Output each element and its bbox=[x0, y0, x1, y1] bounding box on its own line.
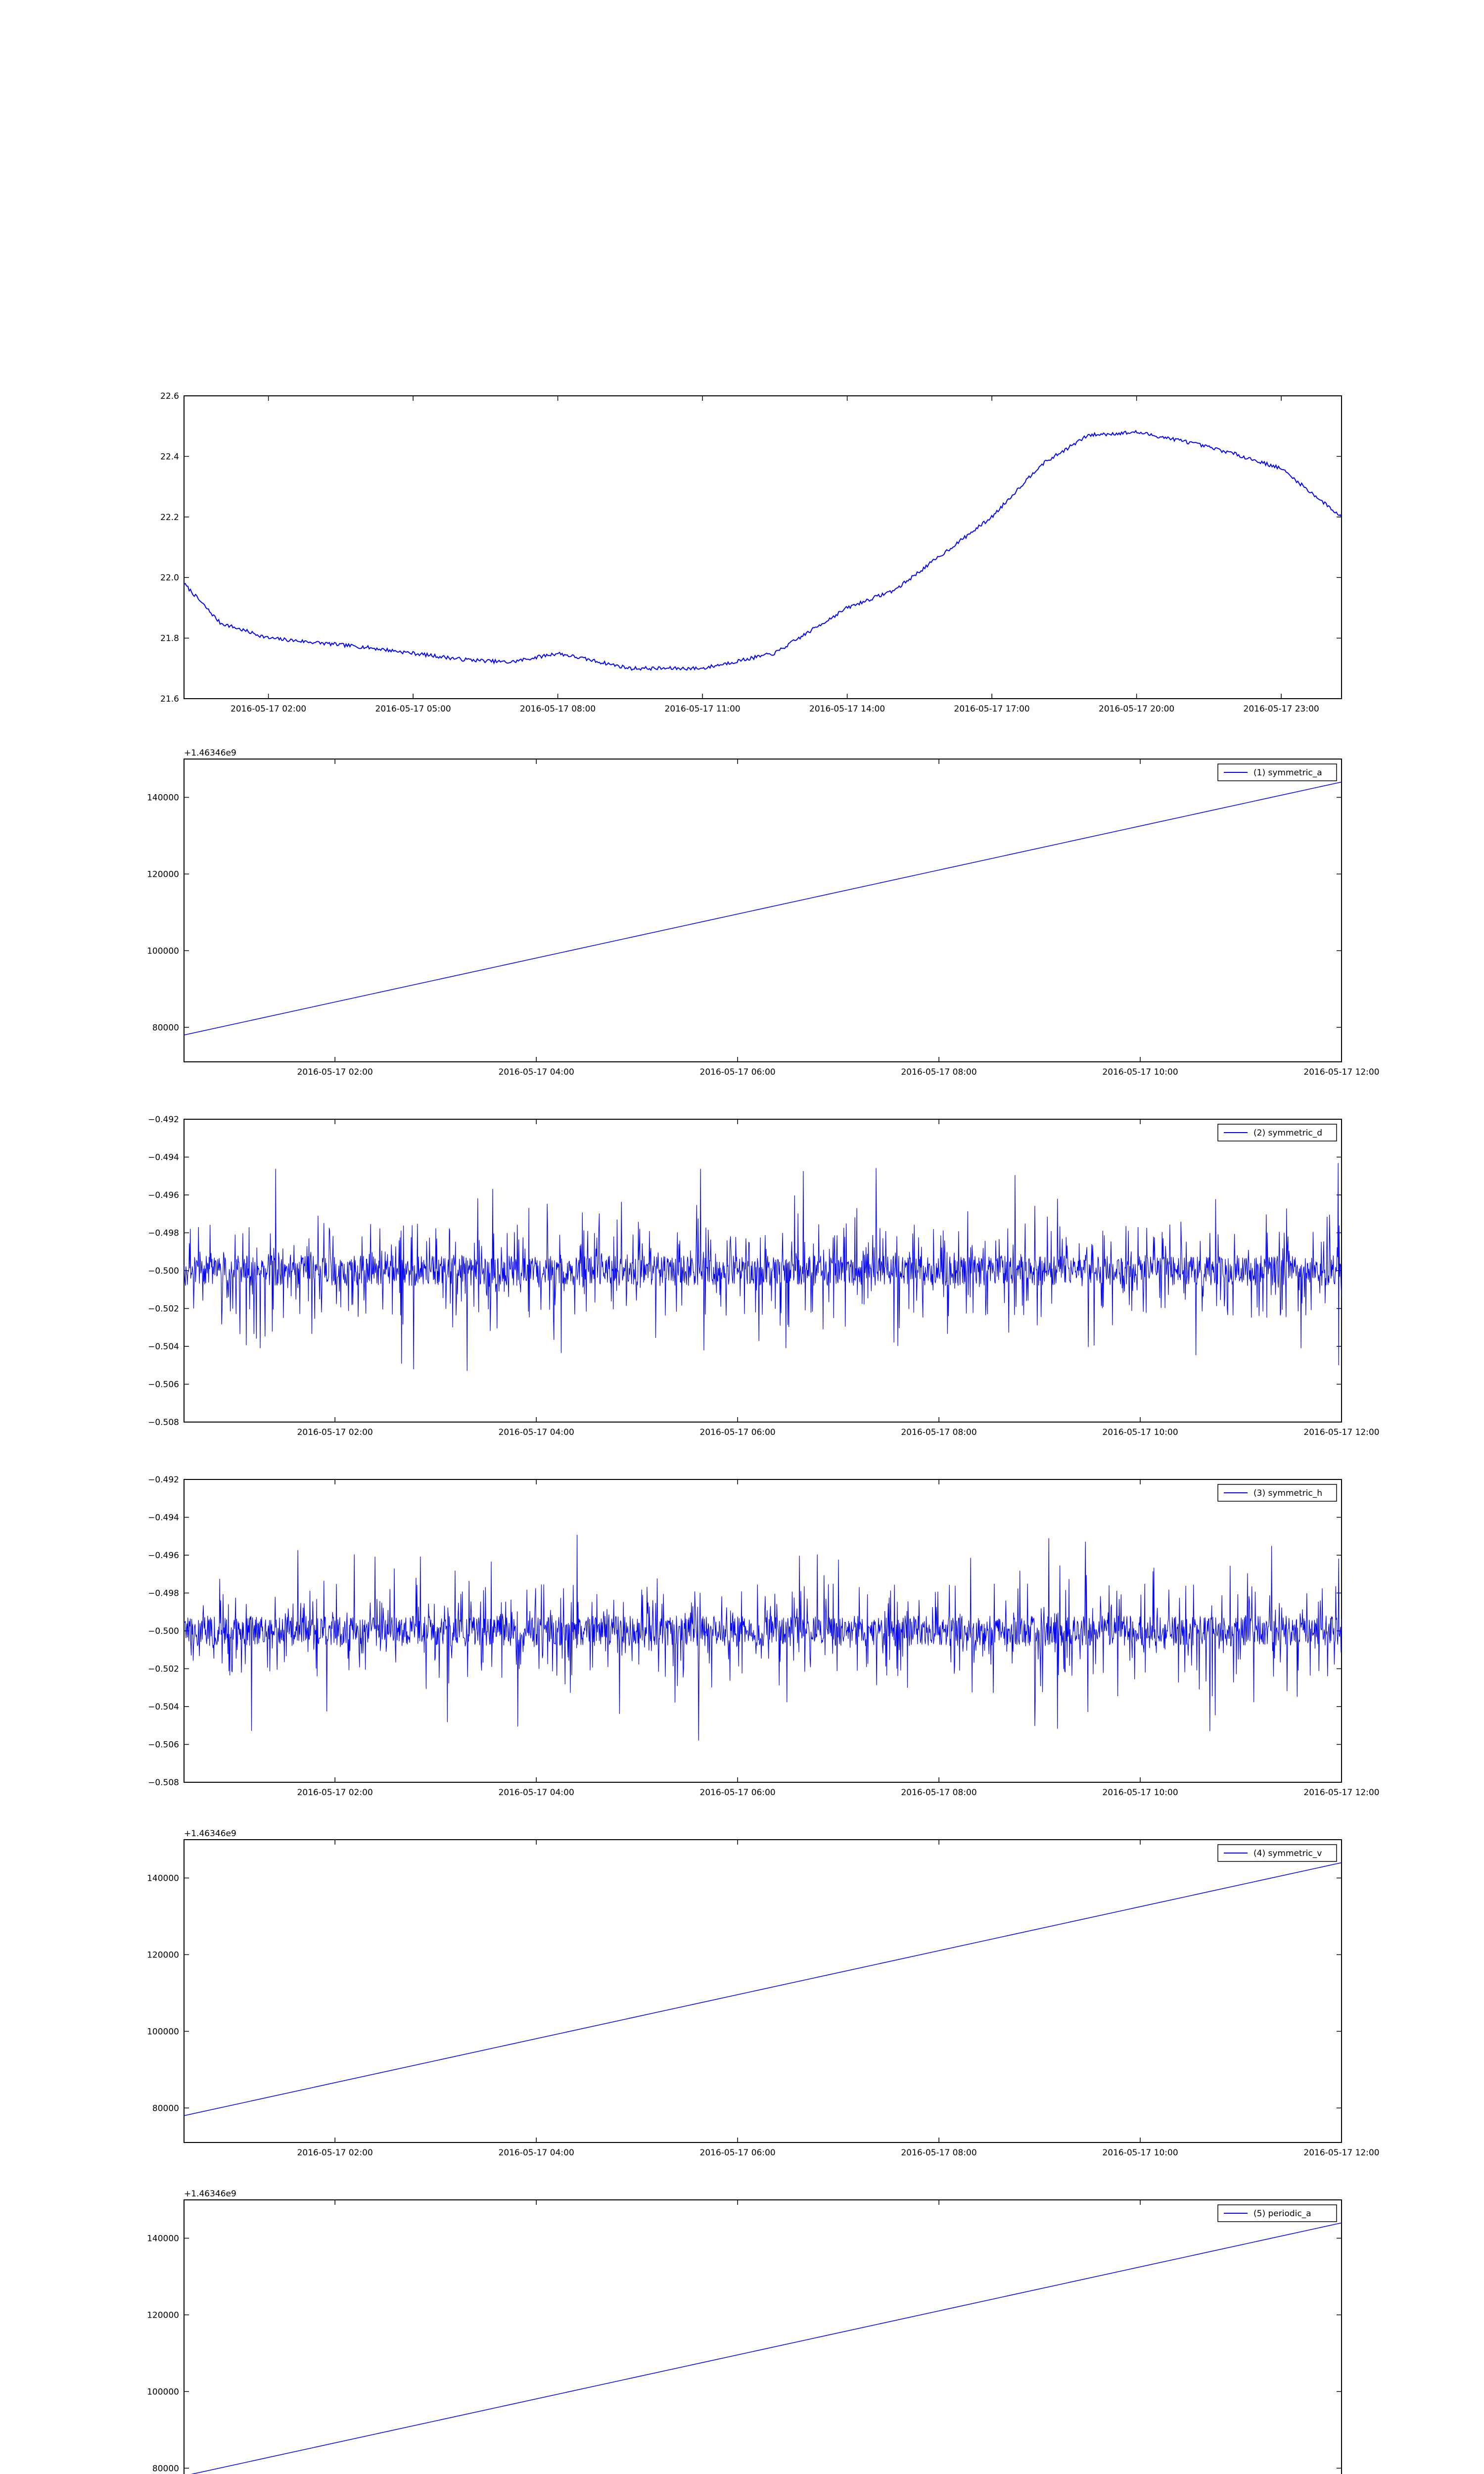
plot-frame bbox=[184, 1840, 1342, 2142]
y-tick-label: 80000 bbox=[152, 2464, 179, 2474]
y-tick-label: −0.498 bbox=[148, 1228, 179, 1238]
x-tick-label: 2016-05-17 04:00 bbox=[498, 1067, 574, 1077]
series-line bbox=[184, 1535, 1342, 1741]
x-tick-label: 2016-05-17 10:00 bbox=[1102, 1427, 1178, 1437]
x-tick-label: 2016-05-17 02:00 bbox=[297, 1788, 373, 1798]
y-tick-label: 22.2 bbox=[160, 512, 179, 523]
y-tick-label: −0.502 bbox=[148, 1304, 179, 1314]
x-tick-label: 2016-05-17 06:00 bbox=[699, 1427, 776, 1437]
y-tick-label: 140000 bbox=[147, 1873, 179, 1884]
x-tick-label: 2016-05-17 10:00 bbox=[1102, 1067, 1178, 1077]
chart-panel-4 bbox=[148, 1475, 1380, 1798]
y-tick-label: −0.498 bbox=[148, 1588, 179, 1599]
x-tick-label: 2016-05-17 12:00 bbox=[1303, 1067, 1380, 1077]
y-tick-label: −0.492 bbox=[148, 1475, 179, 1485]
x-tick-label: 2016-05-17 12:00 bbox=[1303, 2148, 1380, 2158]
y-tick-label: −0.502 bbox=[148, 1664, 179, 1674]
series-line bbox=[184, 430, 1342, 670]
x-tick-label: 2016-05-17 08:00 bbox=[520, 704, 596, 714]
series-line bbox=[184, 2223, 1342, 2474]
y-tick-label: 140000 bbox=[147, 793, 179, 803]
y-tick-label: 80000 bbox=[152, 1023, 179, 1033]
legend bbox=[1218, 1124, 1337, 1141]
x-tick-label: 2016-05-17 04:00 bbox=[498, 1427, 574, 1437]
y-tick-label: −0.508 bbox=[148, 1778, 179, 1788]
plot-frame bbox=[184, 1479, 1342, 1782]
y-tick-label: 22.6 bbox=[160, 391, 179, 401]
y-tick-label: 100000 bbox=[147, 2027, 179, 2037]
y-tick-label: −0.492 bbox=[148, 1115, 179, 1125]
x-tick-label: 2016-05-17 17:00 bbox=[954, 704, 1030, 714]
series-line bbox=[184, 1862, 1342, 2115]
y-tick-label: −0.494 bbox=[148, 1152, 179, 1163]
x-tick-label: 2016-05-17 08:00 bbox=[901, 1067, 977, 1077]
y-tick-label: 21.8 bbox=[160, 633, 179, 644]
legend bbox=[1218, 2205, 1337, 2222]
y-tick-label: 120000 bbox=[147, 869, 179, 880]
y-tick-label: −0.496 bbox=[148, 1190, 179, 1200]
x-tick-label: 2016-05-17 06:00 bbox=[699, 1788, 776, 1798]
x-tick-label: 2016-05-17 08:00 bbox=[901, 1427, 977, 1437]
y-tick-label: 120000 bbox=[147, 2310, 179, 2321]
chart-panel-3 bbox=[148, 1115, 1380, 1437]
legend bbox=[1218, 1484, 1337, 1501]
y-tick-label: 120000 bbox=[147, 1950, 179, 1960]
y-tick-label: 100000 bbox=[147, 2387, 179, 2397]
y-tick-label: −0.496 bbox=[148, 1551, 179, 1561]
y-tick-label: 22.4 bbox=[160, 452, 179, 462]
legend-label: (2) symmetric_d bbox=[1253, 1128, 1322, 1138]
x-tick-label: 2016-05-17 14:00 bbox=[809, 704, 885, 714]
y-tick-label: −0.500 bbox=[148, 1266, 179, 1276]
legend-label: (4) symmetric_v bbox=[1253, 1849, 1322, 1858]
x-tick-label: 2016-05-17 12:00 bbox=[1303, 1427, 1380, 1437]
series-line bbox=[184, 782, 1342, 1035]
x-tick-label: 2016-05-17 02:00 bbox=[297, 1067, 373, 1077]
x-tick-label: 2016-05-17 12:00 bbox=[1303, 1788, 1380, 1798]
plot-frame bbox=[184, 759, 1342, 1062]
chart-panel-5 bbox=[147, 1829, 1380, 2158]
x-tick-label: 2016-05-17 05:00 bbox=[375, 704, 451, 714]
x-tick-label: 2016-05-17 23:00 bbox=[1243, 704, 1319, 714]
y-tick-label: −0.506 bbox=[148, 1380, 179, 1390]
x-tick-label: 2016-05-17 10:00 bbox=[1102, 2148, 1178, 2158]
y-tick-label: 140000 bbox=[147, 2234, 179, 2244]
y-tick-label: −0.494 bbox=[148, 1513, 179, 1523]
axis-offset-text: +1.46346e9 bbox=[184, 748, 236, 758]
chart-panel-1 bbox=[160, 391, 1342, 714]
y-tick-label: 21.6 bbox=[160, 694, 179, 704]
x-tick-label: 2016-05-17 02:00 bbox=[297, 2148, 373, 2158]
y-tick-label: −0.504 bbox=[148, 1702, 179, 1712]
axis-offset-text: +1.46346e9 bbox=[184, 1829, 236, 1839]
legend-label: (1) symmetric_a bbox=[1253, 768, 1322, 778]
x-tick-label: 2016-05-17 08:00 bbox=[901, 1788, 977, 1798]
chart-panel-2 bbox=[147, 748, 1380, 1077]
legend bbox=[1218, 1845, 1337, 1861]
y-tick-label: −0.500 bbox=[148, 1626, 179, 1636]
y-tick-label: −0.504 bbox=[148, 1342, 179, 1352]
legend-label: (3) symmetric_h bbox=[1253, 1488, 1322, 1498]
y-tick-label: 22.0 bbox=[160, 573, 179, 583]
y-tick-label: 80000 bbox=[152, 2103, 179, 2114]
x-tick-label: 2016-05-17 08:00 bbox=[901, 2148, 977, 2158]
x-tick-label: 2016-05-17 20:00 bbox=[1099, 704, 1175, 714]
x-tick-label: 2016-05-17 02:00 bbox=[231, 704, 307, 714]
x-tick-label: 2016-05-17 10:00 bbox=[1102, 1788, 1178, 1798]
y-tick-label: 100000 bbox=[147, 946, 179, 956]
plot-frame bbox=[184, 396, 1342, 699]
x-tick-label: 2016-05-17 02:00 bbox=[297, 1427, 373, 1437]
plot-frame bbox=[184, 2200, 1342, 2474]
x-tick-label: 2016-05-17 04:00 bbox=[498, 2148, 574, 2158]
x-tick-label: 2016-05-17 04:00 bbox=[498, 1788, 574, 1798]
series-line bbox=[184, 1163, 1342, 1371]
x-tick-label: 2016-05-17 06:00 bbox=[699, 2148, 776, 2158]
y-tick-label: −0.506 bbox=[148, 1740, 179, 1750]
legend-label: (5) periodic_a bbox=[1253, 2209, 1311, 2219]
legend bbox=[1218, 764, 1337, 781]
axis-offset-text: +1.46346e9 bbox=[184, 2189, 236, 2199]
x-tick-label: 2016-05-17 11:00 bbox=[664, 704, 741, 714]
chart-panel-6 bbox=[147, 2189, 1380, 2474]
y-tick-label: −0.508 bbox=[148, 1418, 179, 1427]
x-tick-label: 2016-05-17 06:00 bbox=[699, 1067, 776, 1077]
